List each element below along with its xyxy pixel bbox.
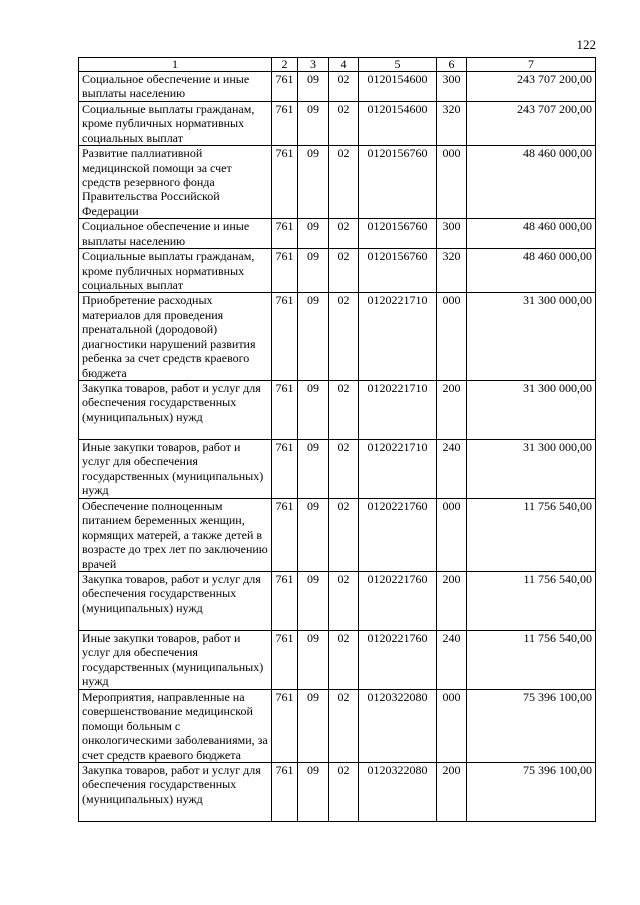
ministry-code-cell: 761: [272, 498, 298, 571]
subsection-code-cell: 02: [329, 439, 359, 498]
subsection-code-cell: 02: [329, 72, 359, 102]
subsection-code-cell: 02: [329, 498, 359, 571]
target-article-cell: 0120154600: [359, 72, 437, 102]
expense-type-cell: 000: [437, 689, 467, 762]
section-code-cell: 09: [298, 72, 329, 102]
section-code-cell: 09: [298, 762, 329, 821]
target-article-cell: 0120221760: [359, 630, 437, 689]
table-row: [79, 146, 596, 219]
expense-type-cell: 240: [437, 439, 467, 498]
amount-cell: 48 460 000,00: [467, 249, 596, 293]
section-code-cell: 09: [298, 689, 329, 762]
expense-type-cell: 000: [437, 146, 467, 219]
target-article-cell: 0120156760: [359, 219, 437, 249]
subsection-code-cell: 02: [329, 689, 359, 762]
table-row: [79, 249, 596, 293]
budget-table: [78, 57, 596, 822]
subsection-code-cell: 02: [329, 571, 359, 630]
expense-type-cell: 200: [437, 762, 467, 821]
table-row: [79, 762, 596, 821]
amount-cell: 48 460 000,00: [467, 219, 596, 249]
column-header: 5: [359, 58, 437, 72]
row-name-cell: Закупка товаров, работ и услуг для обеспечения государственных (муниципальных) нужд: [79, 571, 272, 630]
ministry-code-cell: 761: [272, 571, 298, 630]
section-code-cell: 09: [298, 380, 329, 439]
table-row: [79, 498, 596, 571]
row-name-cell: Социальные выплаты гражданам, кроме публичных нормативных социальных выплат: [79, 249, 272, 293]
column-header: 3: [298, 58, 329, 72]
row-name-cell: Социальное обеспечение и иные выплаты населению: [79, 219, 272, 249]
target-article-cell: 0120221710: [359, 293, 437, 380]
amount-cell: 11 756 540,00: [467, 630, 596, 689]
section-code-cell: 09: [298, 439, 329, 498]
row-name-cell: Социальные выплаты гражданам, кроме публичных нормативных социальных выплат: [79, 102, 272, 146]
column-header: 2: [272, 58, 298, 72]
column-header: 6: [437, 58, 467, 72]
column-header: 7: [467, 58, 596, 72]
row-name-cell: Обеспечение полноценным питанием беременных женщин, кормящих матерей, а также детей в возрасте до трех лет по заключению врачей: [79, 498, 272, 571]
amount-cell: 11 756 540,00: [467, 571, 596, 630]
ministry-code-cell: 761: [272, 249, 298, 293]
ministry-code-cell: 761: [272, 439, 298, 498]
ministry-code-cell: 761: [272, 72, 298, 102]
table-row: [79, 293, 596, 380]
column-header: 1: [79, 58, 272, 72]
row-name-cell: Иные закупки товаров, работ и услуг для обеспечения государственных (муниципальных) нужд: [79, 439, 272, 498]
column-header: 4: [329, 58, 359, 72]
amount-cell: 31 300 000,00: [467, 293, 596, 380]
target-article-cell: 0120221710: [359, 380, 437, 439]
subsection-code-cell: 02: [329, 219, 359, 249]
expense-type-cell: 300: [437, 72, 467, 102]
table-row: [79, 630, 596, 689]
section-code-cell: 09: [298, 146, 329, 219]
target-article-cell: 0120322080: [359, 762, 437, 821]
row-name-cell: Развитие паллиативной медицинской помощи за счет средств резервного фонда Правительства Российской Федерации: [79, 146, 272, 219]
target-article-cell: 0120156760: [359, 146, 437, 219]
section-code-cell: 09: [298, 249, 329, 293]
expense-type-cell: 320: [437, 102, 467, 146]
subsection-code-cell: 02: [329, 380, 359, 439]
ministry-code-cell: 761: [272, 219, 298, 249]
section-code-cell: 09: [298, 102, 329, 146]
expense-type-cell: 200: [437, 571, 467, 630]
section-code-cell: 09: [298, 630, 329, 689]
ministry-code-cell: 761: [272, 630, 298, 689]
row-name-cell: Социальное обеспечение и иные выплаты населению: [79, 72, 272, 102]
row-name-cell: Закупка товаров, работ и услуг для обеспечения государственных (муниципальных) нужд: [79, 762, 272, 821]
subsection-code-cell: 02: [329, 293, 359, 380]
table-row: [79, 102, 596, 146]
expense-type-cell: 240: [437, 630, 467, 689]
table-row: [79, 571, 596, 630]
ministry-code-cell: 761: [272, 146, 298, 219]
amount-cell: 243 707 200,00: [467, 102, 596, 146]
subsection-code-cell: 02: [329, 249, 359, 293]
amount-cell: 31 300 000,00: [467, 439, 596, 498]
amount-cell: 75 396 100,00: [467, 762, 596, 821]
target-article-cell: 0120221760: [359, 571, 437, 630]
row-name-cell: Закупка товаров, работ и услуг для обеспечения государственных (муниципальных) нужд: [79, 380, 272, 439]
target-article-cell: 0120322080: [359, 689, 437, 762]
amount-cell: 11 756 540,00: [467, 498, 596, 571]
row-name-cell: Приобретение расходных материалов для проведения пренатальной (дородовой) диагностики нарушений развития ребенка за счет средств краевого бюджета: [79, 293, 272, 380]
row-name-cell: Мероприятия, направленные на совершенствование медицинской помощи больным с онкологическими заболеваниями, за счет средств краевого бюджета: [79, 689, 272, 762]
subsection-code-cell: 02: [329, 146, 359, 219]
expense-type-cell: 300: [437, 219, 467, 249]
row-name-cell: Иные закупки товаров, работ и услуг для обеспечения государственных (муниципальных) нужд: [79, 630, 272, 689]
header-row: [79, 58, 596, 72]
expense-type-cell: 000: [437, 293, 467, 380]
target-article-cell: 0120154600: [359, 102, 437, 146]
expense-type-cell: 000: [437, 498, 467, 571]
section-code-cell: 09: [298, 498, 329, 571]
ministry-code-cell: 761: [272, 689, 298, 762]
section-code-cell: 09: [298, 219, 329, 249]
amount-cell: 31 300 000,00: [467, 380, 596, 439]
page-number: 122: [576, 37, 596, 52]
section-code-cell: 09: [298, 571, 329, 630]
expense-type-cell: 320: [437, 249, 467, 293]
table-body: [79, 72, 596, 822]
ministry-code-cell: 761: [272, 293, 298, 380]
table-row: [79, 219, 596, 249]
table-row: [79, 439, 596, 498]
ministry-code-cell: 761: [272, 102, 298, 146]
amount-cell: 243 707 200,00: [467, 72, 596, 102]
subsection-code-cell: 02: [329, 630, 359, 689]
target-article-cell: 0120156760: [359, 249, 437, 293]
expense-type-cell: 200: [437, 380, 467, 439]
target-article-cell: 0120221760: [359, 498, 437, 571]
amount-cell: 48 460 000,00: [467, 146, 596, 219]
subsection-code-cell: 02: [329, 762, 359, 821]
target-article-cell: 0120221710: [359, 439, 437, 498]
ministry-code-cell: 761: [272, 380, 298, 439]
ministry-code-cell: 761: [272, 762, 298, 821]
table-row: [79, 72, 596, 102]
amount-cell: 75 396 100,00: [467, 689, 596, 762]
section-code-cell: 09: [298, 293, 329, 380]
subsection-code-cell: 02: [329, 102, 359, 146]
table-row: [79, 380, 596, 439]
table-row: [79, 689, 596, 762]
